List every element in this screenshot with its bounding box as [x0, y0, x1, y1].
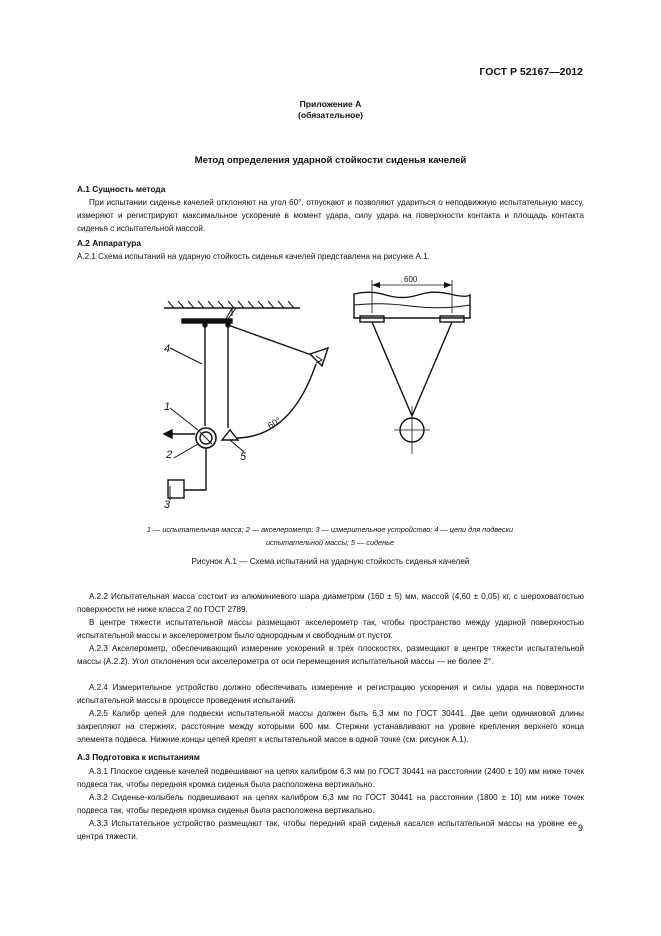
- paragraph-a1: При испытании сиденье качелей отклоняют на угол 60°, отпускают и позволяют удариться о неподвижную испытательную массу, измеряют и регистрируют максимальное ускорение в момент удара, силу удара на поверхности контакта и площадь контакта сиденья с испытательной массой.: [77, 198, 584, 233]
- paragraph-a25: А.2.5 Калибр цепей для подвески испытательной массы должен быть 6,3 мм по ГОСТ 30441. Две цепи одинаковой длины закрепляют на стержнях, расстояние между которыми 600 мм. Стержни устанавливают на уровне крепления верхнего конца элемента подвеса. Нижние концы цепей крепят к испытательной массе в одной точке (см. рисунок А.1).: [77, 709, 584, 744]
- figure-label-2: 2: [166, 449, 173, 461]
- figure-caption: Рисунок А.1 — Схема испытаний на ударную стойкость сиденья качелей: [191, 557, 470, 566]
- paragraph-a32: А.3.2 Сиденье-колыбель подвешивают на цепях калибром 6,3 мм по ГОСТ 30441 на расстоянии (1800 ± 10) мм ниже точек подвеса так, чтобы передняя кромка сиденья была расположена вертикально.: [77, 793, 584, 815]
- paragraph-a31: А.3.1 Плоское сиденье качелей подвешивают на цепях калибром 6,3 мм по ГОСТ 30441 на расстоянии (2400 ± 10) мм ниже точек подвеса так, чтобы передняя кромка сиденья была расположена вертикально.: [77, 767, 584, 789]
- paragraph-a21: А.2.1 Схема испытаний на ударную стойкость сиденья качелей представлена на рисунке А.1.: [77, 252, 430, 261]
- figure-a1: [140, 268, 520, 508]
- figure-dimension-label: 600: [404, 275, 418, 284]
- annex-title: Приложение А: [299, 99, 362, 109]
- paragraph-a24: А.2.4 Измерительное устройство должно обеспечивать измерение и регистрацию ускорения и силы удара на поверхности испытательной массы в процессе проведения испытаний.: [77, 683, 584, 705]
- paragraph-a22b: В центре тяжести испытательной массы размещают акселерометр так, чтобы пространство между ударной поверхностью испытательной массы и акселерометром было однородным и свободным от пустот.: [77, 618, 584, 640]
- section-heading-a1: А.1 Сущность метода: [77, 184, 166, 194]
- annex-status: (обязательное): [297, 110, 364, 120]
- figure-label-1: 1: [164, 401, 171, 413]
- paragraph-a22: А.2.2 Испытательная масса состоит из алюминиевого шара диаметром (160 ± 5) мм, массой (4,60 ± 0,05) кг, с шероховатостью поверхности не ниже класса 2 по ГОСТ 2789.: [77, 592, 584, 614]
- ceiling-hatch: [164, 301, 300, 308]
- paragraph-a33: А.3.3 Испытательное устройство размещают так, чтобы передний край сиденья касался испытательной массы на уровне ее центра тяжести.: [77, 819, 577, 841]
- figure-label-3: 3: [164, 499, 171, 508]
- figure-label-5: 5: [240, 451, 247, 463]
- right-scheme: [354, 280, 470, 454]
- section-heading-a2: А.2 Аппаратура: [77, 238, 141, 248]
- page-number: 9: [577, 823, 583, 833]
- document-id: ГОСТ Р 52167—2012: [479, 66, 583, 78]
- document-title: Метод определения ударной стойкости сиденья качелей: [194, 155, 467, 166]
- figure-angle-label: 60°: [265, 415, 283, 431]
- paragraph-a23: А.2.3 Акселерометр, обеспечивающий измерение ускорений в трех плоскостях, размещают в центре тяжести испытательной массы (А.2.2). Угол отклонения оси акселерометра от оси перемещения испытательной массы — не более 2°.: [77, 644, 584, 666]
- figure-label-4: 4: [164, 343, 171, 355]
- section-heading-a3: А.3 Подготовка к испытаниям: [77, 752, 200, 762]
- figure-legend-line1: 1 — испытательная масса; 2 — акселерометр; 3 — измерительное устройство; 4 — цепи для подвески: [146, 525, 514, 534]
- figure-legend-line2: испытательной массы; 5 — сиденье: [265, 538, 395, 547]
